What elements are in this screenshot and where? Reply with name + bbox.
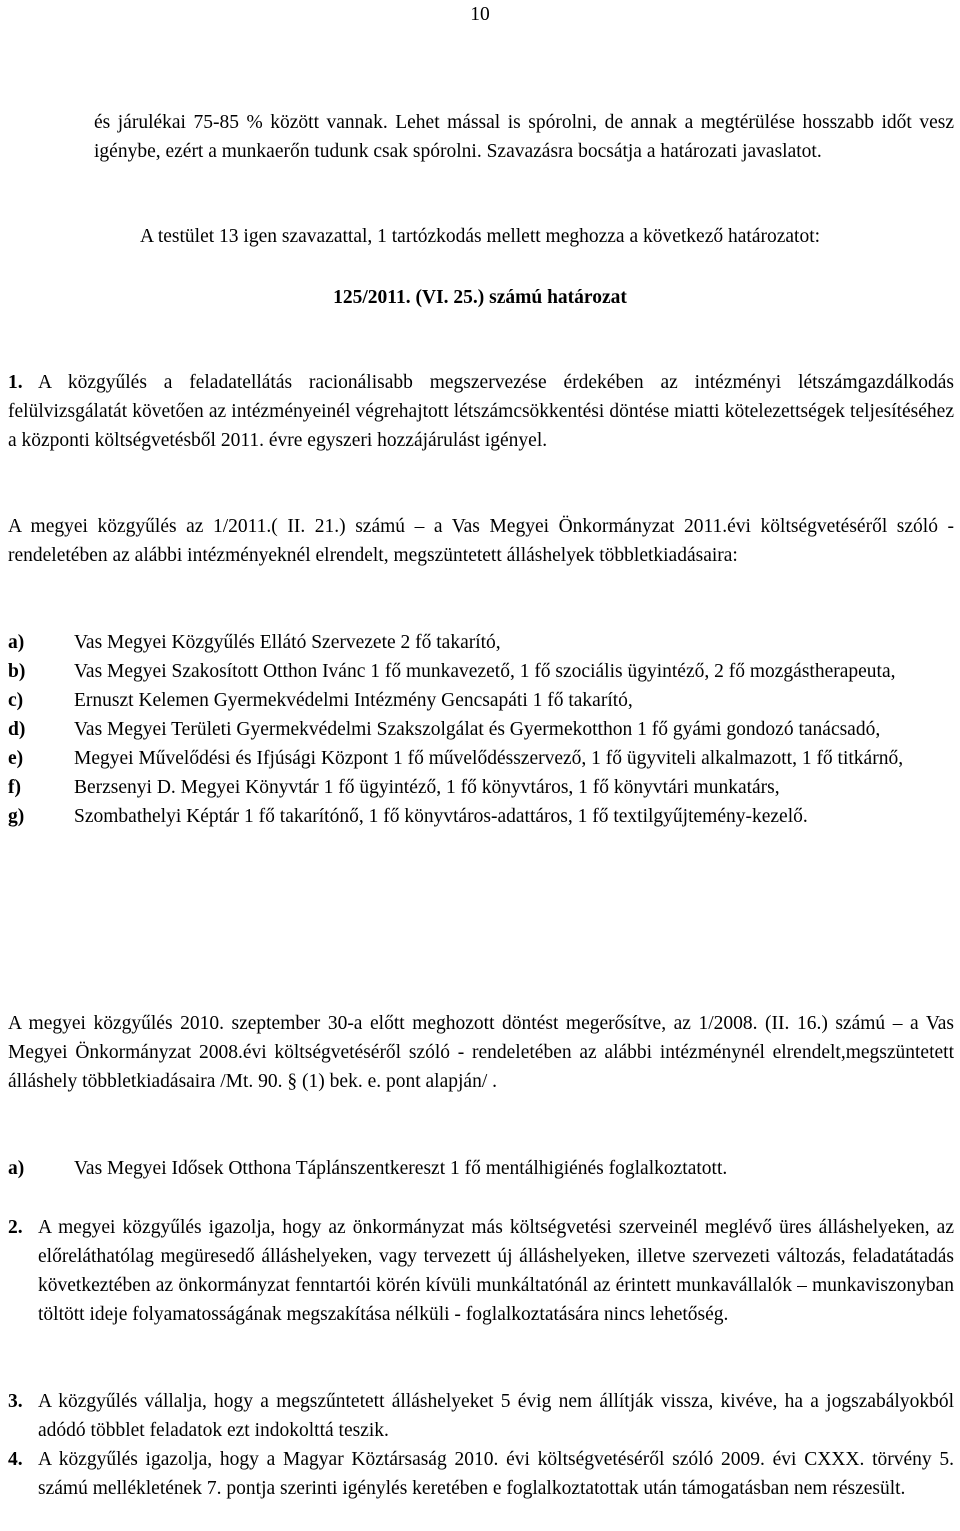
point-number: 4. xyxy=(8,1449,23,1470)
institution-list-2 xyxy=(8,1154,954,1183)
item-text: Megyei Művelődési és Ifjúsági Központ 1 fő művelődésszervező, 1 fő ügyviteli alkalmazott, 1 fő titkárnő, xyxy=(74,748,904,769)
list-item xyxy=(8,802,954,831)
point-text: A közgyűlés a feladatellátás racionálisabb megszervezése érdekében az intézményi létszámgazdálkodás felülvizsgálatát követően az intézményeinél végrehajtott létszámcsökkentési döntése miatti kötelezettségek teljesítéséhez a központi költségvetésből 2011. évre egyszeri hozzájárulást igényel. xyxy=(8,372,954,451)
page-number: 10 xyxy=(470,4,490,25)
item-text: Vas Megyei Szakosított Otthon Ivánc 1 fő munkavezető, 1 fő szociális ügyintéző, 2 fő mozgástherapeuta, xyxy=(74,661,896,682)
item-label: g) xyxy=(8,806,25,827)
point-number: 3. xyxy=(8,1391,23,1412)
resolution-point-3 xyxy=(8,1387,954,1445)
item-label: e) xyxy=(8,748,24,769)
decree-paragraph: A megyei közgyűlés az 1/2011.( II. 21.) számú – a Vas Megyei Önkormányzat 2011.évi költségvetéséről szóló - rendeletében az alábbi intézményeknél elrendelt, megszüntetett álláshelyek többletkiadásaira: xyxy=(8,516,954,566)
list-item xyxy=(8,628,954,657)
item-label: f) xyxy=(8,777,21,798)
item-text: Berzsenyi D. Megyei Könyvtár 1 fő ügyintéző, 1 fő könyvtáros, 1 fő könyvtári munkatárs, xyxy=(74,777,780,798)
point-text: A közgyűlés vállalja, hogy a megszűntetett álláshelyeket 5 évig nem állítják vissza, kivéve, ha a jogszabályokból adódó többlet feladatok ezt indokolttá teszik. xyxy=(38,1391,954,1441)
item-label: d) xyxy=(8,719,26,740)
point-text: A megyei közgyűlés igazolja, hogy az önkormányzat más költségvetési szerveinél meglévő üres álláshelyeken, az előreláthatólag megüresedő álláshelyeken, vagy tervezett új álláshelyeken, illetve szervezeti változás, feladatátadás következtében az önkormányzat fenntartói körén kívüli munkáltatónál az érintett munkavállalók – munkaviszonyban töltött ideje folyamatosságának megszakítása nélküli - foglalkoztatására nincs lehetőség. xyxy=(38,1217,954,1325)
resolution-point-1 xyxy=(8,368,954,455)
list-item xyxy=(8,715,954,744)
item-text: Szombathelyi Képtár 1 fő takarítónő, 1 fő könyvtáros-adattáros, 1 fő textilgyűjtemény-kezelő. xyxy=(74,806,808,827)
institution-list xyxy=(8,628,954,831)
list-item xyxy=(8,657,954,686)
point-number: 1. xyxy=(8,372,23,393)
item-text: Ernuszt Kelemen Gyermekvédelmi Intézmény Gencsapáti 1 fő takarító, xyxy=(74,690,633,711)
list-item xyxy=(8,686,954,715)
intro-paragraph: és járulékai 75-85 % között vannak. Lehet mással is spórolni, de annak a megtérülése hosszabb időt vesz igénybe, ezért a munkaerőn tudunk csak spórolni. Szavazásra bocsátja a határozati javaslatot. xyxy=(94,112,954,162)
item-label: b) xyxy=(8,661,26,682)
item-label: c) xyxy=(8,690,24,711)
vote-statement: A testület 13 igen szavazattal, 1 tartózkodás mellett meghozza a következő határozatot: xyxy=(139,226,821,247)
item-label: a) xyxy=(8,632,25,653)
resolution-title: 125/2011. (VI. 25.) számú határozat xyxy=(333,287,627,308)
list-item xyxy=(8,1154,954,1183)
resolution-point-2 xyxy=(8,1213,954,1329)
confirmation-paragraph: A megyei közgyűlés 2010. szeptember 30-a előtt meghozott döntést megerősítve, az 1/2008. (II. 16.) számú – a Vas Megyei Önkormányzat 2008.évi költségvetéséről szóló - rendeletében az alábbi intézménynél elrendelt,megszüntetett álláshely többletkiadásaira /Mt. 90. § (1) bek. e. pont alapján/ . xyxy=(8,1013,954,1092)
item-text: Vas Megyei Közgyűlés Ellátó Szervezete 2 fő takarító, xyxy=(74,632,501,653)
point-text: A közgyűlés igazolja, hogy a Magyar Köztársaság 2010. évi költségvetéséről szóló 2009. évi CXXX. törvény 5. számú mellékletének 7. pontja szerinti igénylés keretében e foglalkoztatottak után támogatásban nem részesült. xyxy=(38,1449,954,1499)
resolution-point-4 xyxy=(8,1445,954,1503)
point-number: 2. xyxy=(8,1217,23,1238)
list-item xyxy=(8,744,954,773)
item-text: Vas Megyei Területi Gyermekvédelmi Szakszolgálat és Gyermekotthon 1 fő gyámi gondozó tanácsadó, xyxy=(74,719,881,740)
item-text: Vas Megyei Idősek Otthona Táplánszentkereszt 1 fő mentálhigiénés foglalkoztatott. xyxy=(74,1158,728,1179)
list-item xyxy=(8,773,954,802)
item-label: a) xyxy=(8,1158,25,1179)
